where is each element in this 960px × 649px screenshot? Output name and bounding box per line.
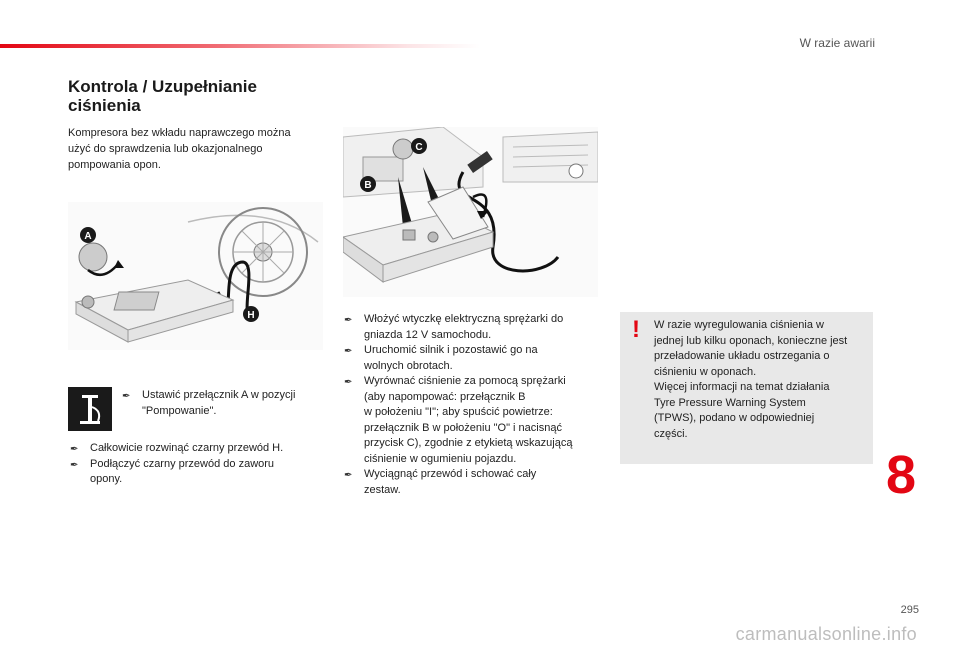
- step-line: gniazda 12 V samochodu.: [364, 328, 492, 341]
- list-item: [342, 467, 607, 498]
- socket-compressor-drawing: [343, 127, 598, 297]
- bullet-icon: ✒: [344, 470, 353, 481]
- step-line: zestaw.: [364, 483, 401, 496]
- label-h: H: [247, 310, 255, 321]
- step-line: Wyciągnąć przewód i schować cały: [364, 468, 537, 480]
- intro-line: użyć do sprawdzenia lub okazjonalnego: [68, 143, 263, 155]
- step-line: Podłączyć czarny przewód do zaworu: [90, 457, 275, 470]
- warning-line: ciśnieniu w oponach.: [654, 365, 757, 378]
- warning-exclamation-icon: !: [632, 316, 640, 343]
- page-number: 295: [900, 604, 919, 616]
- list-item: [120, 388, 325, 419]
- warning-line: Tyre Pressure Warning System: [654, 396, 806, 409]
- label-a: A: [84, 231, 92, 242]
- step-list-left: [68, 441, 328, 488]
- warning-text: [654, 318, 869, 442]
- header-accent-bar: [0, 44, 480, 48]
- compressor-wheel-drawing: [68, 202, 323, 350]
- list-item: [342, 343, 607, 374]
- warning-line: (TPWS), podano w odpowiedniej: [654, 412, 815, 424]
- bullet-icon: ✒: [344, 377, 353, 388]
- intro-paragraph: [68, 125, 328, 173]
- list-item: [68, 457, 328, 488]
- list-item: [342, 374, 607, 467]
- step-line: przełącznik B w położeniu "O" i nacisnąć: [364, 421, 562, 434]
- page-title: [68, 77, 257, 115]
- compressor-wheel-illustration: [68, 202, 323, 350]
- warning-line: części.: [654, 427, 688, 440]
- intro-line: Kompresora bez wkładu naprawczego można: [68, 127, 291, 139]
- step-list-pictogram: [120, 388, 325, 419]
- watermark: carmanualsonline.info: [735, 624, 917, 644]
- bullet-icon: ✒: [70, 444, 79, 455]
- bullet-icon: ✒: [344, 315, 353, 326]
- step-line: Włożyć wtyczkę elektryczną sprężarki do: [364, 313, 564, 325]
- label-c: C: [415, 142, 423, 153]
- page-title-line: Kontrola / Uzupełnianie: [68, 77, 257, 96]
- section-header: W razie awarii: [799, 36, 875, 50]
- list-item: [68, 441, 328, 457]
- warning-note: [620, 312, 873, 464]
- warning-line: jednej lub kilku oponach, konieczne jest: [654, 334, 848, 347]
- step-list-middle: [342, 312, 607, 498]
- tire-pump-pictogram: [68, 387, 112, 431]
- bullet-icon: ✒: [344, 346, 353, 357]
- step-line: opony.: [90, 473, 123, 485]
- step-line: Wyrównać ciśnienie za pomocą sprężarki: [364, 375, 566, 387]
- warning-line: przeładowanie układu ostrzegania o: [654, 350, 830, 362]
- step-line: przycisk C), zgodnie z etykietą wskazującą: [364, 437, 573, 449]
- label-b: B: [364, 180, 372, 191]
- intro-line: pompowania opon.: [68, 159, 161, 171]
- page-title-line: ciśnienia: [68, 96, 141, 115]
- step-line: ciśnienie w ogumieniu pojazdu.: [364, 452, 517, 465]
- socket-compressor-illustration: [343, 127, 598, 297]
- step-line: (aby napompować: przełącznik B: [364, 390, 526, 403]
- tire-pump-icon: [68, 387, 112, 431]
- step-line: Ustawić przełącznik A w pozycji: [142, 389, 296, 401]
- bullet-icon: ✒: [122, 391, 131, 402]
- step-line: wolnych obrotach.: [364, 359, 453, 372]
- step-line: Uruchomić silnik i pozostawić go na: [364, 344, 538, 356]
- warning-line: Więcej informacji na temat działania: [654, 381, 830, 393]
- warning-line: W razie wyregulowania ciśnienia w: [654, 319, 824, 331]
- step-line: Całkowicie rozwinąć czarny przewód H.: [90, 442, 284, 454]
- step-line: "Pompowanie".: [142, 404, 217, 417]
- step-line: w położeniu "I"; aby spuścić powietrze:: [364, 406, 553, 418]
- chapter-number: 8: [886, 445, 917, 505]
- list-item: [342, 312, 607, 343]
- bullet-icon: ✒: [70, 459, 79, 471]
